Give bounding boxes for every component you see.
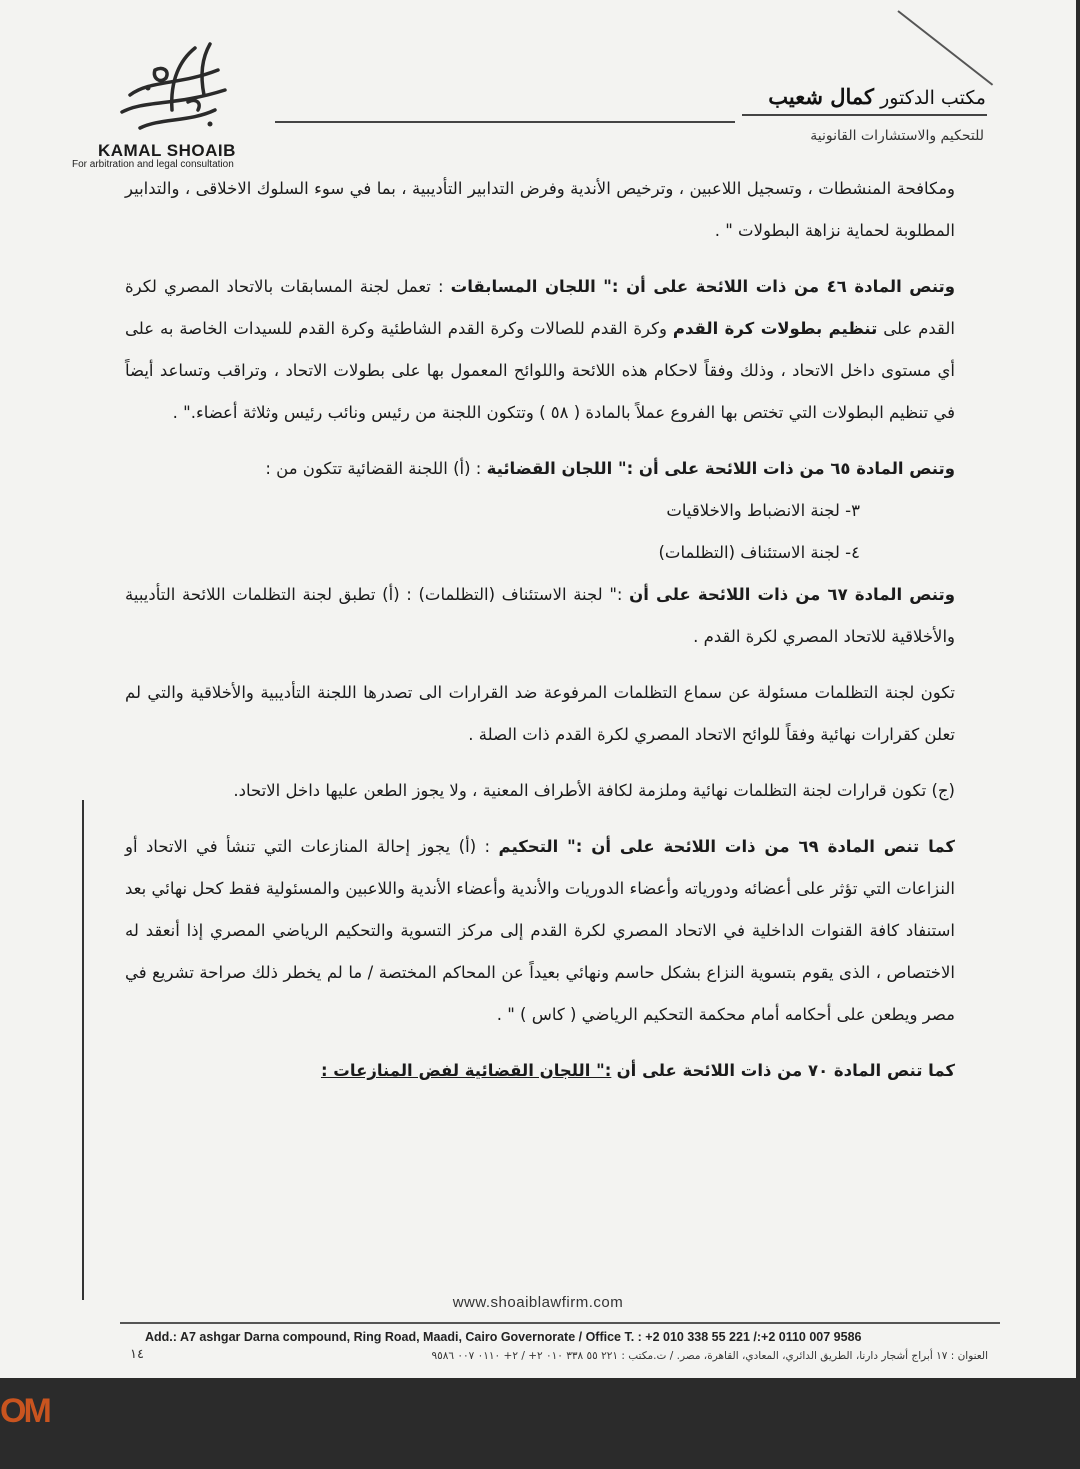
office-name-main: كمال شعيب xyxy=(768,84,875,109)
margin-line xyxy=(82,800,84,1300)
footer-website: www.shoaiblawfirm.com xyxy=(452,1294,624,1311)
paragraph-article-70 xyxy=(125,1050,955,1092)
header-divider xyxy=(275,121,735,123)
header-divider-right xyxy=(742,114,987,116)
footer-address-en: Add.: A7 ashgar Darna compound, Ring Road, Maadi, Cairo Governorate / Office T. : +2 010 338 55 221 /:+2 0110 007 9586 xyxy=(145,1330,862,1344)
article-46-lead: وتنص المادة ٤٦ من ذات اللائحة على أن :" اللجان المسابقات xyxy=(450,277,956,296)
office-name-prefix: مكتب الدكتور xyxy=(880,87,986,109)
article-67-lead: وتنص المادة ٦٧ من ذات اللائحة على أن xyxy=(629,585,955,604)
article-65-text: : (أ) اللجنة القضائية تتكون من : xyxy=(265,459,482,478)
article-46-rest: وكرة القدم للصالات وكرة القدم الشاطئية وكرة القدم للسيدات الخاصة به على أي مستوى داخل الاتحاد ، وذلك وفقاً لاحكام هذه اللائحة واللوائح المعمول بها على بطولات الاتحاد ، وتراقب وتساعد أيضاً في تنظيم البطولات التي تختص بها الفروع عملاً بالمادة ( ٥٨ ) وتتكون اللجنة من رئيس ونائب رئيس وثلاثة أعضاء." . xyxy=(125,319,955,422)
paragraph-appeals: تكون لجنة التظلمات مسئولة عن سماع التظلمات المرفوعة ضد القرارات الى تصدرها اللجنة التأديبية والأخلاقية والتي لم تعلن كقرارات نهائية وفقاً للوائح الاتحاد المصري لكرة القدم ذات الصلة . xyxy=(125,683,955,744)
paragraph-article-69 xyxy=(125,826,955,1036)
footer-divider xyxy=(120,1322,1000,1324)
article-69-text: : (أ) يجوز إحالة المنازعات التي تنشأ في الاتحاد أو النزاعات التي تؤثر على أعضائه ودورياته وأعضاء الدوريات والأندية وأعضاء الأندية واللاعبين والمسئولية فقط كحل نهائي بعد استنفاد كافة القنوات الداخلية في الاتحاد المصري لكرة القدم إلى مركز التسوية والتحكيم الرياضي المصري إذا أنعقد له الاختصاص ، الذى يقوم بتسوية النزاع بشكل حاسم ونهائي بعيداً عن المحاكم المختصة / ما لم يخطر ذلك صراحة تشريع في مصر ويطعن على أحكامه أمام محكمة التحكيم الرياضي ( كاس ) " . xyxy=(125,837,955,1024)
logo-name: KAMAL SHOAIB xyxy=(98,141,236,160)
list-item-3: ٣- لجنة الانضباط والاخلاقيات xyxy=(666,501,860,520)
logo-tagline: For arbitration and legal consultation xyxy=(72,159,234,170)
fold-line xyxy=(897,10,993,85)
document-body xyxy=(125,168,955,1092)
logo xyxy=(70,40,280,170)
paragraph-1: ومكافحة المنشطات ، وتسجيل اللاعبين ، وترخيص الأندية وفرض التدابير التأديبية ، بما في سوء السلوك الاخلاقى ، والتدابير المطلوبة لحماية نزاهة البطولات " . xyxy=(125,179,955,240)
article-70-heading: :" اللجان القضائية لفض المنازعات : xyxy=(320,1061,612,1080)
article-46-text: : تعمل لجنة المسابقات بالاتحاد المصري لكرة القدم على xyxy=(125,277,955,338)
article-65-lead: وتنص المادة ٦٥ من ذات اللائحة على أن :" اللجان القضائية xyxy=(486,459,955,478)
edge-mark: OM xyxy=(0,1392,49,1430)
article-67-text: :" لجنة الاستئناف (التظلمات) : (أ) تطبق لجنة التظلمات اللائحة التأديبية والأخلاقية للاتحاد المصري لكرة القدم . xyxy=(125,585,955,646)
paragraph-article-46 xyxy=(125,266,955,434)
paragraph-article-67 xyxy=(125,574,955,658)
footer-address-ar: العنوان : ١٧ أبراج أشجار دارنا، الطريق الدائري، المعادي، القاهرة، مصر. / ت.مكتب : ٢٢١ ٥٥ ٣٣٨ ٠١٠ ٢+ / ٢+ ٠١١٠ ٠٠٧ ٩٥٨٦ xyxy=(431,1350,988,1362)
office-subtitle: للتحكيم والاستشارات القانونية xyxy=(810,128,984,144)
paragraph-article-65 xyxy=(125,448,955,490)
list-item-4: ٤- لجنة الاستئناف (التظلمات) xyxy=(658,543,860,562)
article-70-lead: كما تنص المادة ٧٠ من ذات اللائحة على أن xyxy=(616,1061,955,1080)
paragraph-appeals-final: (ج) تكون قرارات لجنة التظلمات نهائية وملزمة لكافة الأطراف المعنية ، ولا يجوز الطعن عليها داخل الاتحاد. xyxy=(233,781,955,800)
calligraphy-logo-icon xyxy=(100,40,240,140)
page-number: ١٤ xyxy=(130,1347,144,1362)
article-46-bold: تنظيم بطولات كرة القدم xyxy=(672,319,878,338)
office-name xyxy=(768,84,986,109)
article-69-lead: كما تنص المادة ٦٩ من ذات اللائحة على أن :" التحكيم xyxy=(498,837,956,856)
